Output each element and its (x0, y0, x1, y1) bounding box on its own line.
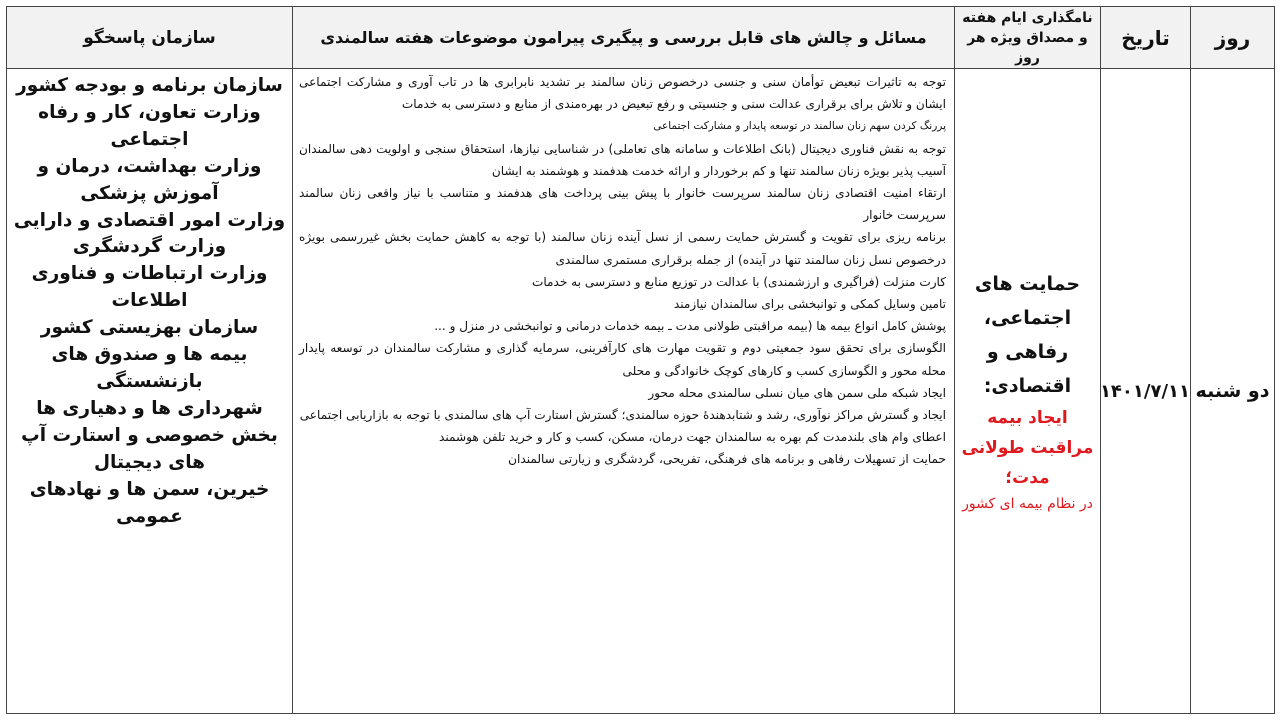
header-date: تاریخ (1101, 7, 1191, 69)
header-day: روز (1191, 7, 1275, 69)
issue-item: کارت منزلت (فراگیری و ارزشمندی) با عدالت در توزیع منابع و دسترسی به خدمات (531, 274, 946, 289)
org-item: شهرداری ها و دهیاری ها (36, 397, 263, 419)
issue-item: ارتقاء امنیت اقتصادی زنان سالمند سرپرست خانوار با پیش بینی پرداخت های هدفمند و متناسب با نیاز واقعی زنان سالمند سرپرست خانوار (299, 186, 946, 223)
org-item: سازمان برنامه و بودجه کشور (16, 75, 283, 96)
naming-line: اقتصادی: (983, 375, 1072, 397)
header-naming (955, 7, 1101, 69)
issue-item: حمایت از تسهیلات رفاهی و برنامه های فرهنگی، تفریحی، گردشگری و زیارتی سالمندان (508, 452, 946, 467)
issue-item: ایجاد شبکه ملی سمن های میان نسلی سالمندی محله محور (648, 385, 946, 400)
org-item: وزارت گردشگری (72, 236, 227, 258)
issues-cell (293, 69, 955, 714)
issue-item: ایجاد و گسترش مراکز نوآوری، رشد و شتابدهندهٔ حوزه سالمندی؛ گسترش استارت آپ های سالمندی با توجه به بازاریابی اجتماعی (299, 408, 946, 423)
naming-cell (955, 69, 1101, 714)
org-item: وزارت تعاون، کار و رفاه اجتماعی (38, 101, 261, 150)
issue-item: پوشش کامل انواع بیمه ها (بیمه مراقبتی طولانی مدت ـ بیمه خدمات درمانی و توانبخشی در منزل و ... (434, 319, 946, 334)
org-item: وزارت ارتباطات و فناوری اطلاعات (31, 263, 268, 312)
org-item: وزارت بهداشت، درمان و آموزش پزشکی (37, 155, 262, 204)
day-cell: دو شنبه (1191, 69, 1275, 714)
date-cell: ۱۴۰۱/۷/۱۱ (1101, 69, 1191, 714)
naming-line: رفاهی و (986, 341, 1069, 363)
naming-highlight: ایجاد بیمه (987, 408, 1068, 428)
header-issues: مسائل و چالش های قابل بررسی و پیگیری پیرامون موضوعات هفته سالمندی (293, 7, 955, 69)
header-naming-line1: نامگذاری ایام هفته (962, 9, 1093, 26)
naming-line: حمایت های (974, 273, 1081, 295)
org-cell (7, 69, 293, 714)
org-item: وزارت امور اقتصادی و دارایی (13, 209, 286, 231)
schedule-table (6, 6, 1275, 714)
naming-highlight-normal: در نظام بیمه ای کشور (962, 496, 1093, 512)
naming-highlight: مدت؛ (1005, 468, 1050, 488)
naming-highlight: مراقبت طولانی (961, 438, 1094, 458)
header-row (7, 7, 1275, 69)
org-item: خیرین، سمن ها و نهادهای عمومی (29, 478, 270, 527)
issue-item: اعطای وام های بلندمدت کم بهره به سالمندان جهت درمان، مسکن، کسب و کار و خرید تلفن هوشمند (439, 430, 946, 445)
issue-item: توجه به تاثیرات تبعیض توأمان سنی و جنسی درخصوص زنان سالمند بر تشدید نابرابری ها در تاب آوری و مشارکت اجتماعی ایشان و تلاش برای برقراری عدالت سنی و جنسیتی و رفع تبعیض در بهره‌مندی از منابع و دسترسی به خدمات (299, 75, 946, 112)
table-row (7, 69, 1275, 714)
issue-item: تامین وسایل کمکی و توانبخشی برای سالمندان نیازمند (673, 297, 946, 312)
header-org: سازمان پاسخگو (7, 7, 293, 69)
org-item: بیمه ها و صندوق های بازنشستگی (51, 344, 248, 392)
issue-item: توجه به نقش فناوری دیجیتال (بانک اطلاعات و سامانه های تعاملی) در شناسایی نیازها، استحقاق سنجی و اولویت دهی سالمندان آسیب پذیر بویژه زنان سالمند تنها و کم برخوردار و ارائه خدمت هدفمند و هوشمند به ایشان (299, 141, 946, 178)
header-naming-line2: و مصداق ویژه هر روز (967, 29, 1088, 66)
issue-item: برنامه ریزی برای تقویت و گسترش حمایت رسمی از نسل آینده زنان سالمند (با توجه به کاهش حمایت بخش غیررسمی بویژه درخصوص نسل زنان سالمند تنها در آینده) از جمله برقراری مستمری سالمندی (299, 230, 946, 267)
naming-line: اجتماعی، (983, 307, 1072, 329)
org-item: بخش خصوصی و استارت آپ های دیجیتال (21, 424, 278, 473)
issue-item: پررنگ کردن سهم زنان سالمند در توسعه پایدار و مشارکت اجتماعی (653, 120, 946, 133)
org-item: سازمان بهزیستی کشور (40, 317, 259, 339)
issue-item: الگوسازی برای تحقق سود جمعیتی دوم و تقویت مهارت های کارآفرینی، سرمایه گذاری و مشارکت سالمندان در توسعه پایدار محله محور و الگوسازی کسب و کارهای کوچک خانوادگی و محلی (299, 341, 946, 378)
